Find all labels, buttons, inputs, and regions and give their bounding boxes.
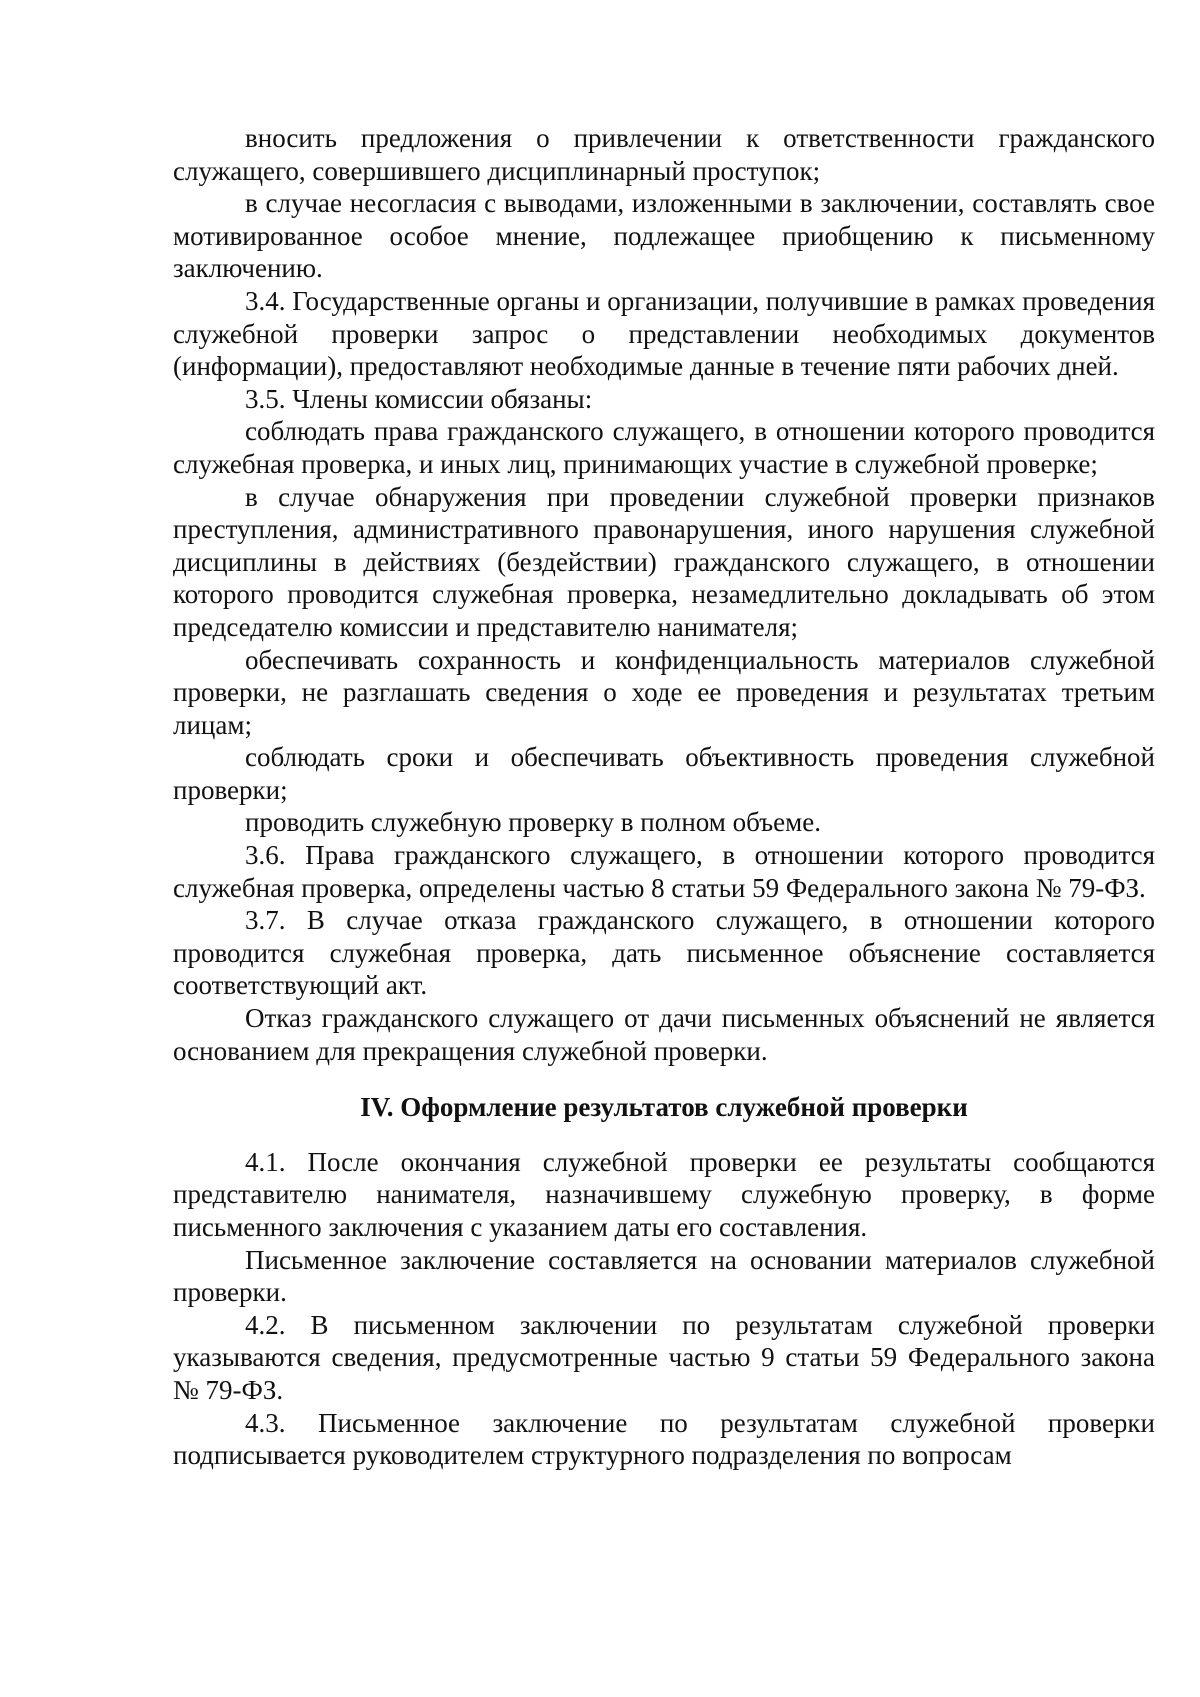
- paragraph: в случае несогласия с выводами, изложенными в заключении, составлять свое мотивированное особое мнение, подлежащее приобщению к письменному заключению.: [173, 188, 1155, 284]
- paragraph: в случае обнаружения при проведении служебной проверки признаков преступления, административного правонарушения, иного нарушения служебной дисциплины в действиях (бездействии) гражданского служащего, в отношении которого проводится служебная проверка, незамедлительно докладывать об этом председателю комиссии и представителю нанимателя;: [173, 481, 1155, 642]
- paragraph: 3.4. Государственные органы и организации, получившие в рамках проведения служебной проверки запрос о представлении необходимых документов (информации), предоставляют необходимые данные в течение пяти рабочих дней.: [173, 285, 1155, 382]
- paragraph: 4.3. Письменное заключение по результатам служебной проверки подписывается руководителем структурного подразделения по вопросам: [173, 1407, 1155, 1471]
- paragraph: вносить предложения о привлечении к ответственности гражданского служащего, совершившего дисциплинарный проступок;: [173, 123, 1155, 186]
- paragraph: 3.5. Члены комиссии обязаны:: [245, 383, 593, 414]
- paragraph: соблюдать сроки и обеспечивать объективность проведения служебной проверки;: [173, 742, 1155, 805]
- paragraph: 4.2. В письменном заключении по результатам служебной проверки указываются сведения, предусмотренные частью 9 статьи 59 Федерального закона № 79-ФЗ.: [173, 1309, 1155, 1405]
- paragraph: 4.1. После окончания служебной проверки ее результаты сообщаются представителю нанимателя, назначившему служебную проверку, в форме письменного заключения с указанием даты его составления.: [173, 1146, 1155, 1242]
- paragraph: 3.6. Права гражданского служащего, в отношении которого проводится служебная проверка, определены частью 8 статьи 59 Федерального закона № 79-ФЗ.: [173, 840, 1155, 903]
- paragraph: Отказ гражданского служащего от дачи письменных объяснений не является основанием для прекращения служебной проверки.: [173, 1003, 1155, 1066]
- paragraph: соблюдать права гражданского служащего, в отношении которого проводится служебная проверка, и иных лиц, принимающих участие в служебной проверке;: [173, 416, 1155, 479]
- paragraph: Письменное заключение составляется на основании материалов служебной проверки.: [173, 1244, 1155, 1308]
- paragraph: обеспечивать сохранность и конфиденциальность материалов служебной проверки, не разглашать сведения о ходе ее проведения и результатах третьим лицам;: [173, 644, 1155, 740]
- paragraph: проводить служебную проверку в полном объеме.: [245, 807, 821, 838]
- section-heading: IV. Оформление результатов служебной проверки: [360, 1092, 968, 1123]
- document-body: [173, 122, 1155, 1472]
- paragraph: 3.7. В случае отказа гражданского служащего, в отношении которого проводится служебная проверка, дать письменное объяснение составляется соответствующий акт.: [173, 905, 1155, 1001]
